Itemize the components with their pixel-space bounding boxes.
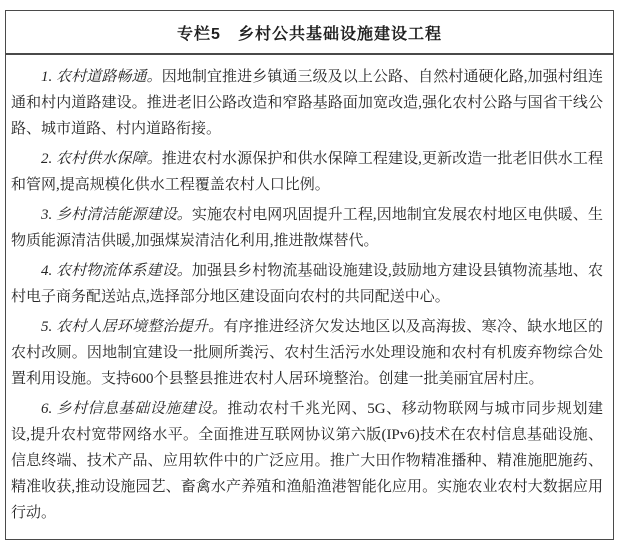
list-item bbox=[11, 146, 603, 198]
item-body: 实施农村电网巩固提升工程,因地制宜发展农村地区电供暖、生物质能源清洁供暖,加强煤炭清洁化利用,推进散煤替代。 bbox=[11, 207, 603, 249]
item-body: 推动农村千兆光网、5G、移动物联网与城市同步规划建设,提升农村宽带网络水平。全面推进互联网协议第六版(IPv6)技术在农村信息基础设施、信息终端、技术产品、应用软件中的广泛应用。推广大田作物精准播种、精准施肥施药、精准收获,推动设施园艺、畜禽水产养殖和渔船渔港智能化应用。实施农业农村大数据应用行动。 bbox=[11, 401, 603, 521]
list-item bbox=[11, 314, 603, 392]
panel-title-box bbox=[5, 10, 614, 54]
item-lead: 3. 乡村清洁能源建设。 bbox=[41, 207, 192, 223]
item-body: 加强县乡村物流基础设施建设,鼓励地方建设县镇物流基地、农村电子商务配送站点,选择部分地区建设面向农村的共同配送中心。 bbox=[11, 263, 603, 305]
item-lead: 5. 农村人居环境整治提升。 bbox=[41, 319, 224, 335]
list-item bbox=[11, 258, 603, 310]
item-lead: 1. 农村道路畅通。 bbox=[41, 69, 162, 85]
list-item bbox=[11, 202, 603, 254]
item-body: 因地制宜推进乡镇通三级及以上公路、自然村通硬化路,加强村组连通和村内道路建设。推进老旧公路改造和窄路基路面加宽改造,强化农村公路与国省干线公路、城市道路、村内道路衔接。 bbox=[11, 69, 603, 137]
item-lead: 2. 农村供水保障。 bbox=[41, 151, 162, 167]
panel-title: 专栏5 乡村公共基础设施建设工程 bbox=[177, 25, 442, 43]
list-item bbox=[11, 64, 603, 142]
item-lead: 6. 乡村信息基础设施建设。 bbox=[41, 401, 228, 417]
item-lead: 4. 农村物流体系建设。 bbox=[41, 263, 192, 279]
list-item bbox=[11, 396, 603, 526]
item-body: 有序推进经济欠发达地区以及高海拔、寒冷、缺水地区的农村改厕。因地制宜建设一批厕所粪污、农村生活污水处理设施和农村有机废弃物综合处置利用设施。支持600个县整县推进农村人居环境整治。创建一批美丽宜居村庄。 bbox=[11, 319, 603, 387]
item-body: 推进农村水源保护和供水保障工程建设,更新改造一批老旧供水工程和管网,提高规模化供水工程覆盖农村人口比例。 bbox=[11, 151, 603, 193]
column-panel bbox=[5, 10, 614, 540]
panel-body-box bbox=[5, 54, 614, 540]
